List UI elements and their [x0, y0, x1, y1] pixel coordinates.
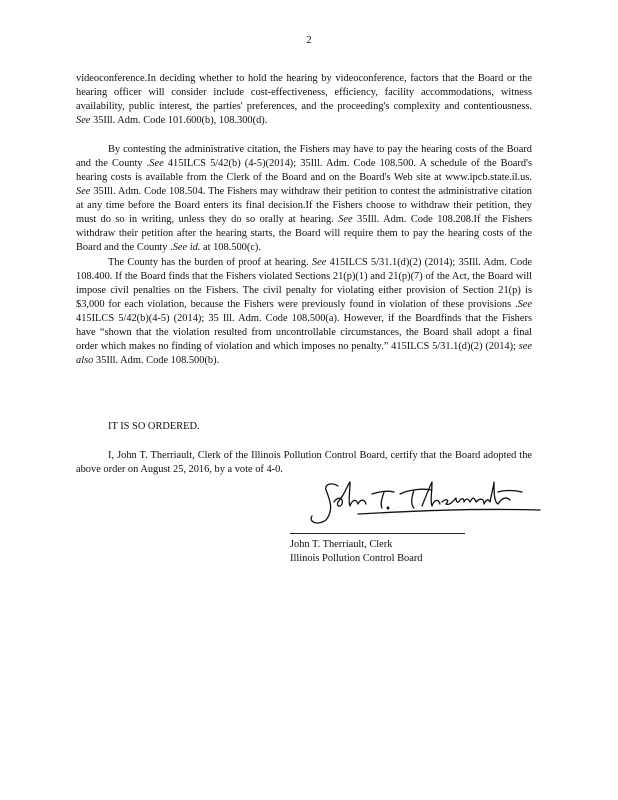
text-segment: I, John T. Therriault, Clerk of the Illinois Pollution Control Board, certify that the Board adopted the above order on August 25, 2016, by a vote of 4-0.	[76, 450, 532, 475]
text-segment: 415ILCS 5/42(b)(4-5) (2014); 35 Ill. Adm. Code 108.500(a). However, if the Boardfinds that the Fishers have “shown that the violation resulted from uncontrollable circumstances, the Board shall adopt a final order which makes no finding of violation and which imposes no penalty.” 415ILCS 5/31.1(d)(2) (2014);	[76, 313, 532, 352]
text-segment: 35Ill. Adm. Code 108.500(b).	[93, 355, 220, 366]
text-segment: By contesting the administrative citation, the Fishers may have to pay the hearing costs of the Board and the County .	[76, 144, 532, 169]
text-segment: videoconference.In deciding whether to hold the hearing by videoconference, factors that the Board or the hearing officer will consider include cost-effectiveness, efficiency, facility accommodations, witness availability, public interest, the parties' preferences, and the proceeding's complexity and contentiousness.	[76, 73, 532, 112]
citation-signal: See	[338, 214, 353, 225]
text-segment: 35Ill. Adm. Code 108.504. The Fishers may withdraw their petition to contest the administrative citation at any time before the Board enters its final decision.If the Fishers choose to withdraw their petition, they must do so in writing, unless they do so orally at hearing.	[76, 186, 532, 225]
citation-signal: See	[76, 186, 91, 197]
paragraph-so-ordered	[108, 420, 200, 434]
text-segment: at 108.500(c).	[200, 242, 261, 253]
text-segment: 35Ill. Adm. Code 108.208.If the Fishers withdraw their petition after the hearing starts, the Board will require them to pay the hearing costs of the Board and the County .	[76, 214, 532, 253]
citation-signal: See	[517, 299, 532, 310]
citation-signal: See	[149, 158, 164, 169]
text-segment: 415ILCS 5/31.1(d)(2) (2014); 35Ill. Adm. Code 108.400. If the Board finds that the Fishers violated Sections 21(p)(1) and 21(p)(7) of the Act, the Board will impose civil penalties on the Fishers. The civil penalty for violating either provision of Section 21(p) is $3,000 for each violation, because the Fishers were previously found in violation of these provisions .	[76, 257, 533, 310]
text-segment: 35Ill. Adm. Code 101.600(b), 108.300(d).	[90, 115, 268, 126]
page-number: 2	[306, 34, 312, 46]
clerk-name: John T. Therriault, Clerk	[290, 539, 393, 550]
citation-signal: See	[76, 115, 91, 126]
paragraph-burden-of-proof	[76, 256, 532, 368]
signature-line	[290, 533, 465, 534]
text-segment: 415ILCS 5/42(b) (4-5)(2014); 35Ill. Adm. Code 108.500. A schedule of the Board's hearing costs is available from the Clerk of the Board and on the Board's Web site at www.ipcb.state.il.us.	[76, 158, 532, 183]
text-segment: The County has the burden of proof at hearing.	[108, 257, 312, 268]
clerk-office: Illinois Pollution Control Board	[290, 553, 423, 564]
paragraph-videoconference	[76, 72, 532, 128]
paragraph-hearing-costs	[76, 143, 532, 255]
citation-signal: See	[311, 257, 327, 268]
text-segment: IT IS SO ORDERED.	[108, 421, 200, 432]
citation-signal: See id.	[172, 242, 201, 253]
handwritten-signature	[298, 472, 544, 528]
citation-signal: see also	[76, 341, 532, 366]
